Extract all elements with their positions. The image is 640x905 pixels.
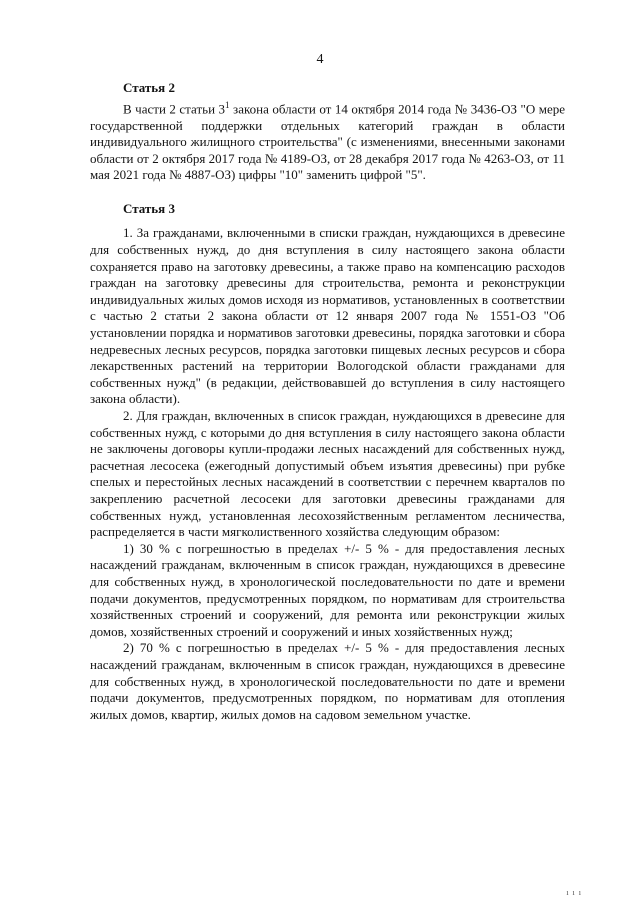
article-2-title: Статья 2	[123, 80, 175, 95]
article-3-title: Статья 3	[123, 200, 175, 216]
article-2-text-start: В части 2 статьи 3	[123, 100, 226, 116]
article-3-item-2: 2) 70 % с погрешностью в пределах +/- 5 % - для предоставления лесных насаждений гражданам, включенным в список граждан, нуждающихся в древесине для собственных нужд, в хронологической последовательности по дате и времени подачи документов, предусмотренных порядком, по нормативам для отопления жилых домов, квартир, жилых домов на садовом земельном участке.	[90, 640, 565, 722]
article-2-text	[90, 97, 565, 184]
article-3-paragraph-2: 2. Для граждан, включенных в список граждан, нуждающихся в древесине для собственных нужд, с которыми до дня вступления в силу настоящего закона области не заключены договоры купли-продажи лесных насаждений для собственных нужд, расчетная лесосека (ежегодный допустимый объем изъятия древесины) при рубке спелых и перестойных лесных насаждений в соответствии с перечнем кварталов по закреплению расчетной лесосеки для заготовки древесины гражданами для собственных нужд, установленная лесохозяйственным регламентом лесничества, распределяется в части мягколиственного хозяйства следующим образом:	[90, 408, 565, 540]
page-number: 4	[316, 52, 324, 67]
article-2-text-end: закона области от 14 октября 2014 года № 3436-ОЗ "О мере государственной поддержки отдельных категорий граждан в области индивидуального жилищного строительства" (с изменениями, внесенными законами области от 2 октября 2017 года № 4189-ОЗ, от 28 декабря 2017 года № 4263-ОЗ, от 11 мая 2021 года № 4887-ОЗ) цифры "10" заменить цифрой "5".	[90, 100, 565, 183]
article-3-item-1: 1) 30 % с погрешностью в пределах +/- 5 % - для предоставления лесных насаждений гражданам, включенным в список граждан, нуждающихся в древесине для собственных нужд, в хронологической последовательности по дате и времени подачи документов, предусмотренных порядком, по нормативам для строительства хозяйственных строений и сооружений, для ремонта или реконструкции жилых домов, хозяйственных строений и сооружений и иных хозяйственных нужд;	[90, 540, 565, 639]
document-body	[90, 80, 565, 723]
article-2-superscript: 1	[225, 99, 230, 110]
article-3-paragraph-1: 1. За гражданами, включенными в списки граждан, нуждающихся в древесине для собственных нужд, до дня вступления в силу настоящего закона области сохраняется право на заготовку древесины, а также право на компенсацию расходов граждан на заготовку древесины для строительства, ремонта и реконструкции индивидуальных жилых домов исходя из нормативов, установленных в соответствии с частью 2 статьи 2 закона области от 12 января 2007 года № 1551-ОЗ "Об установлении порядка и нормативов заготовки древесины, порядка заготовки и сбора недревесных лесных ресурсов, порядка заготовки пищевых лесных ресурсов и сбора лекарственных растений на территории Вологодской области гражданами для собственных нужд" (в редакции, действовавшей до вступления в силу настоящего закона области).	[90, 225, 565, 407]
footer-mark: ı ı ı	[566, 888, 582, 897]
